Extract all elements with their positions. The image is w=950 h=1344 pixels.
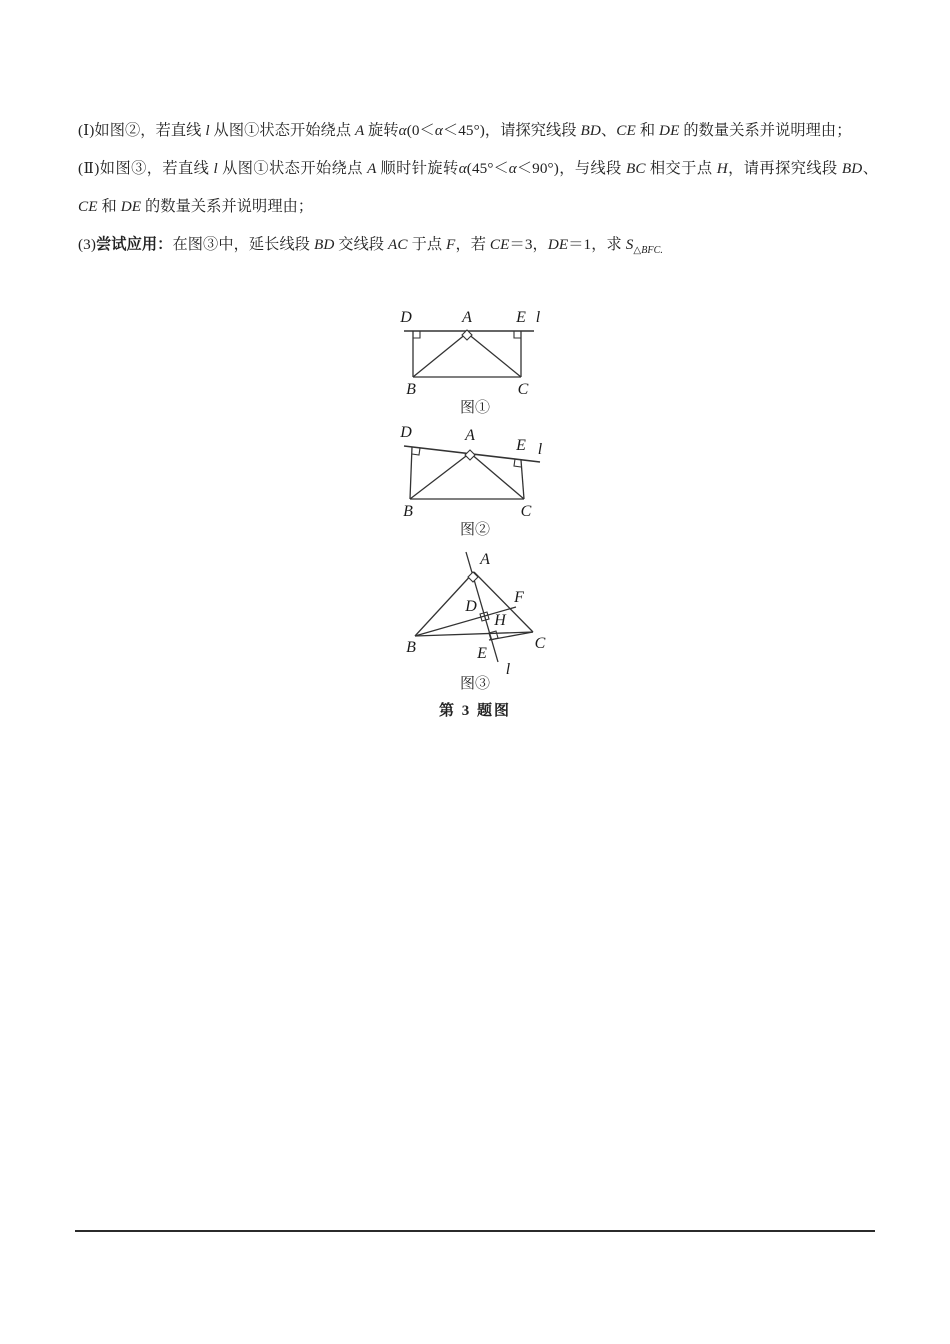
segment-ba	[413, 333, 467, 377]
label-c: C	[517, 381, 529, 398]
label-c: C	[534, 635, 546, 652]
problem-text-block	[78, 112, 878, 270]
footer-divider	[75, 1230, 875, 1232]
label-b: B	[403, 503, 413, 520]
segment-ce	[521, 460, 524, 499]
figure-1-wrap	[0, 300, 950, 416]
label-l: l	[505, 661, 511, 678]
figure-1-diagram	[0, 300, 950, 400]
figure-3-caption: 图③	[459, 676, 490, 692]
figure-2-wrap	[0, 418, 950, 536]
segment-ac	[467, 333, 521, 377]
right-angle-mark-a	[465, 450, 475, 460]
label-d: D	[400, 424, 412, 441]
figure-3-wrap	[0, 544, 950, 719]
label-a: A	[465, 427, 475, 444]
label-e: E	[516, 437, 526, 454]
label-f: F	[514, 589, 524, 606]
right-angle-mark-a	[468, 572, 478, 582]
paragraph-part-1: (Ⅰ)如图②，若直线 l 从图①状态开始绕点 A 旋转α(0＜α＜45°)，请探究线段 BD、CE 和 DE 的数量关系并说明理由；	[78, 122, 852, 139]
figure-group-caption: 第 3 题图	[438, 703, 511, 719]
label-b: B	[406, 381, 416, 398]
label-b: B	[406, 639, 416, 656]
label-e: E	[477, 645, 487, 662]
label-d: D	[400, 309, 412, 326]
label-d: D	[465, 598, 477, 615]
figure-2-diagram	[0, 418, 950, 523]
figure-3-diagram	[0, 544, 950, 679]
right-angle-mark-d	[412, 448, 420, 455]
paragraph-part-3: (3)尝试应用：在图③中，延长线段 BD 交线段 AC 于点 F，若 CE＝3，DE＝1，求 $S_{\triangle BFC.}$	[78, 236, 663, 257]
label-l: l	[537, 441, 543, 458]
segment-bd	[410, 447, 412, 499]
label-e: E	[516, 309, 526, 326]
label-c: C	[520, 503, 532, 520]
right-angle-mark-d	[413, 331, 420, 338]
right-angle-mark-e	[514, 331, 521, 338]
label-l: l	[535, 309, 541, 326]
figures-container	[0, 300, 950, 719]
label-h: H	[494, 612, 506, 629]
label-a: A	[480, 551, 490, 568]
figure-2-caption: 图②	[459, 522, 490, 538]
paragraph-part-2: (Ⅱ)如图③，若直线 l 从图①状态开始绕点 A 顺时针旋转α(45°＜α＜90°)，与线段 BC 相交于点 H，请再探究线段 BD、CE 和 DE 的数量关系并说明理由；	[78, 160, 878, 215]
label-a: A	[462, 309, 472, 326]
segment-ba	[410, 453, 470, 499]
figure-1-caption: 图①	[459, 400, 490, 416]
